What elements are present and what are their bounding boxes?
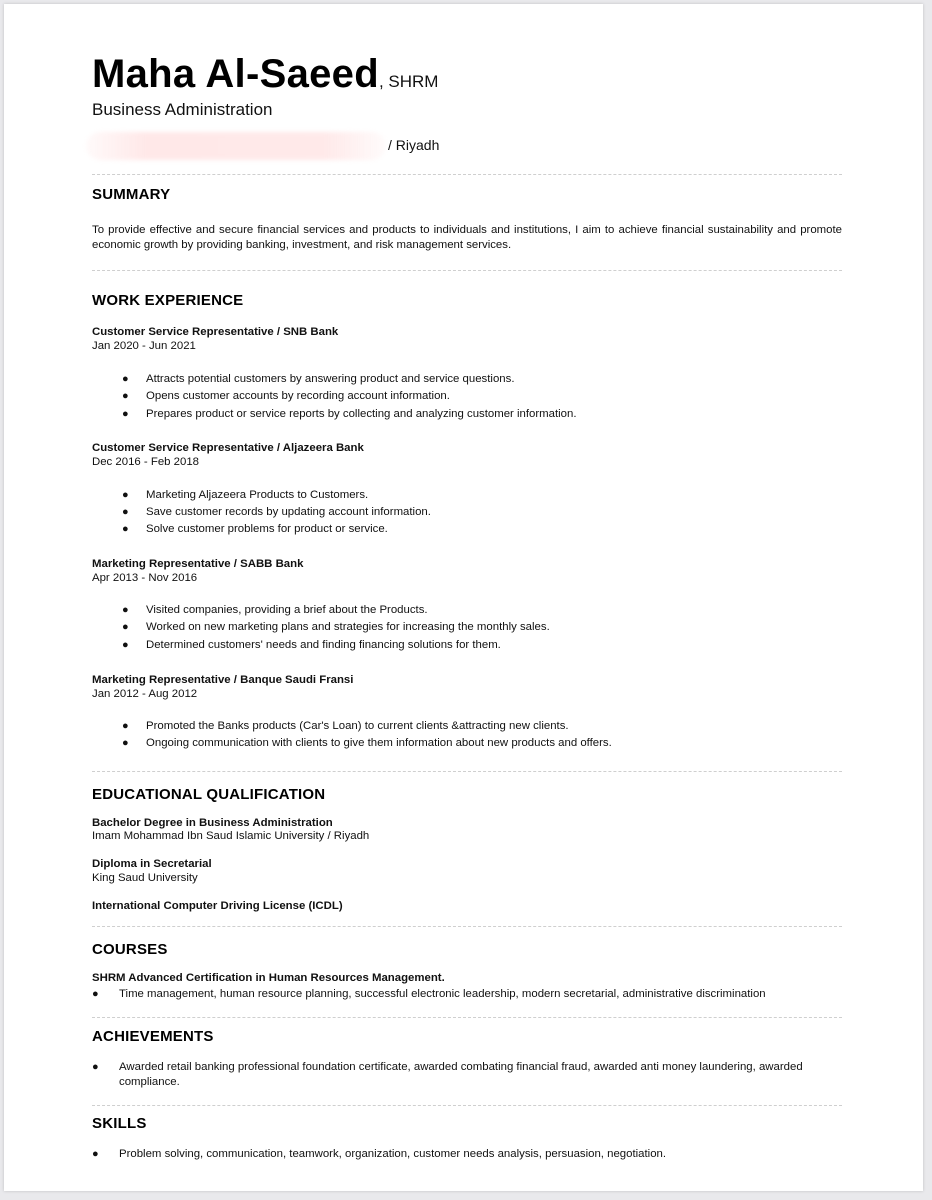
education-heading: EDUCATIONAL QUALIFICATION xyxy=(92,786,326,803)
bullet-icon: ● xyxy=(122,489,129,501)
summary-heading: SUMMARY xyxy=(92,186,171,203)
bullet-icon: ● xyxy=(92,1061,99,1073)
bullet-icon: ● xyxy=(122,373,129,385)
list-item: ● Time management, human resource planning, successful electronic leadership, modern secretarial, administrative discrimination xyxy=(92,988,766,1000)
education-title: International Computer Driving License (ICDL) xyxy=(92,900,343,912)
bullet-icon: ● xyxy=(122,621,129,633)
bullet-icon: ● xyxy=(122,639,129,651)
job-title: Customer Service Representative / SNB Bank xyxy=(92,326,339,338)
bullet-icon: ● xyxy=(122,390,129,402)
bullet-icon: ● xyxy=(92,988,99,1000)
bullet-icon: ● xyxy=(122,737,129,749)
section-divider xyxy=(92,1017,842,1018)
full-name: Maha Al-Saeed xyxy=(92,52,379,96)
section-divider xyxy=(92,1105,842,1106)
skills-heading: SKILLS xyxy=(92,1115,147,1132)
bullet-icon: ● xyxy=(122,720,129,732)
course-title: SHRM Advanced Certification in Human Resources Management. xyxy=(92,972,445,984)
bullet-icon: ● xyxy=(92,1148,99,1160)
bullet-icon: ● xyxy=(122,523,129,535)
job-title: Customer Service Representative / Aljazeera Bank xyxy=(92,442,364,454)
courses-heading: COURSES xyxy=(92,941,168,958)
summary-text: To provide effective and secure financial services and products to individuals and institutions, I aim to achieve financial sustainability and promote economic growth by providing banking, investment, and risk management services. xyxy=(92,224,842,251)
list-item: ● Problem solving, communication, teamwork, organization, customer needs analysis, persuasion, negotiation. xyxy=(92,1148,667,1160)
education-title: Diploma in Secretarial xyxy=(92,858,212,870)
bullet-icon: ● xyxy=(122,604,129,616)
resume-page: Maha Al-Saeed, SHRM Business Administration / Riyadh SUMMARY To provide effective and secure financial services and products to individuals and institutions, I aim to achieve financial sustainability and promote economic growth by providing banking, investment, and risk management services. WORK EXPERIENCE Customer Service Representative / SNB Bank Jan 2020 - Jun 2021 ● Attracts potential customers by answering product and service questions. ● Opens customer accounts by recording account information. ● Prepares product or service reports by collecting and analyzing customer information. Customer Service Representative / Aljazeera Bank Dec 2016 - Feb 2018 ● Marketing Aljazeera Products to Customers. ● Save customer records by updating account information. ● Solve customer problems for product or service. Marketing Representative / SABB Bank Apr 2013 - Nov 2016 ● Visited companies, providing a brief about the Products. ● Worked on new marketing plans and strategies for increasing the monthly sales. ● Determined customers' needs and finding financing solutions for them. Marketing Representative / Banque Saudi Fransi Jan 2012 - Aug 2012 ● Promoted the Banks products (Car's Loan) to current clients &attracting new clients. ● Ongoing communication with clients to give them information about new products and offers. EDUCATIONAL QUALIFICATION Bachelor Degree in Business Administration Imam Mohammad Ibn Saud Islamic University / Riyadh Diploma in Secretarial King Saud University International Computer Driving License (ICDL) COURSES SHRM Advanced Certification in Human Resources Management. ● Time management, human resource planning, successful electronic leadership, modern secretarial, administrative discrimination ACHIEVEMENTS ● Awarded retail banking professional foundation certificate, awarded combating financial fraud, awarded anti money laundering, awarded compliance. SKILLS ● Problem solving, communication, teamwork, organization, customer needs analysis, persuasion, negotiation. xyxy=(4,4,923,1191)
education-detail: King Saud University xyxy=(92,872,198,884)
profession-subtitle: Business Administration xyxy=(92,100,273,119)
education-title: Bachelor Degree in Business Administration xyxy=(92,817,333,829)
credential: , SHRM xyxy=(378,72,439,91)
location-text: / Riyadh xyxy=(388,137,440,153)
section-divider xyxy=(92,174,842,175)
education-detail: Imam Mohammad Ibn Saud Islamic University / Riyadh xyxy=(92,830,370,842)
job-dates: Dec 2016 - Feb 2018 xyxy=(92,456,200,468)
redacted-contact-info xyxy=(86,132,386,160)
job-title: Marketing Representative / Banque Saudi Fransi xyxy=(92,674,354,686)
job-dates: Jan 2020 - Jun 2021 xyxy=(92,340,196,352)
job-dates: Jan 2012 - Aug 2012 xyxy=(92,688,198,700)
work-experience-heading: WORK EXPERIENCE xyxy=(92,292,244,309)
job-dates: Apr 2013 - Nov 2016 xyxy=(92,572,198,584)
achievements-heading: ACHIEVEMENTS xyxy=(92,1028,214,1045)
section-divider xyxy=(92,926,842,927)
section-divider xyxy=(92,771,842,772)
section-divider xyxy=(92,270,842,271)
contact-row xyxy=(92,136,844,160)
list-item: ● Awarded retail banking professional foundation certificate, awarded combating financial fraud, awarded anti money laundering, awarded compliance. xyxy=(92,1061,803,1088)
bullet-icon: ● xyxy=(122,408,129,420)
job-title: Marketing Representative / SABB Bank xyxy=(92,558,304,570)
bullet-icon: ● xyxy=(122,506,129,518)
name-row xyxy=(92,52,438,97)
